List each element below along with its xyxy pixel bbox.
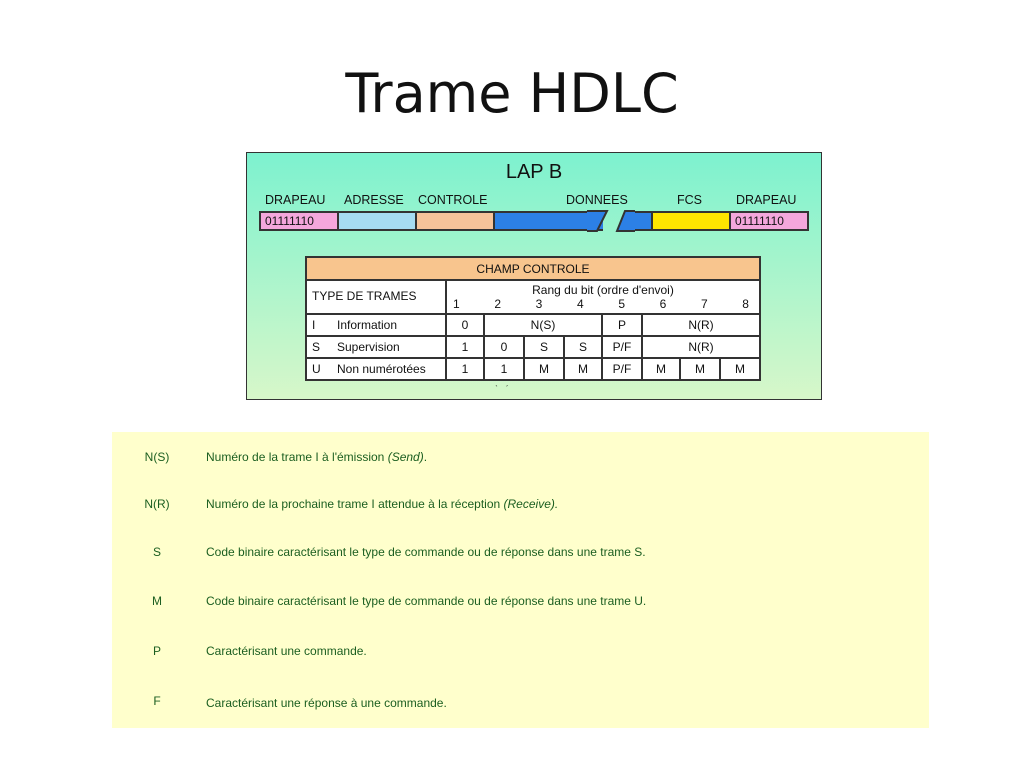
flag-end-box: 01111110 [729,211,809,231]
bit-number: 2 [494,297,502,311]
bit-cell: 0 [446,314,484,336]
bit-number: 5 [618,297,625,311]
type-trames-label: TYPE DE TRAMES [306,280,446,314]
legend-description: Code binaire caractérisant le type de commande ou de réponse dans une trame S. [206,545,646,559]
bit-cell: S [564,336,602,358]
fcs-box [651,211,731,231]
row-information [306,314,760,336]
control-box [415,211,495,231]
bit-cell: 1 [446,336,484,358]
diagram-title: LAP B [505,161,563,183]
bit-cell: 0 [484,336,524,358]
address-box [337,211,417,231]
type-name: Non numérotées [332,358,446,380]
flag-start-box: 01111110 [259,211,339,231]
legend-symbol: N(R) [144,497,170,511]
legend-symbol: N(S) [144,450,170,464]
bit-rank-label: Rang du bit (ordre d'envoi) [532,283,674,297]
legend-description: Code binaire caractérisant le type de commande ou de réponse dans une trame U. [206,594,647,608]
type-code: U [306,358,332,380]
data-break-icon [587,208,635,234]
type-code: S [306,336,332,358]
field-label-adresse: ADRESSE [344,193,404,207]
bit-rank-cell [446,280,760,314]
bit-number: 4 [576,297,584,311]
legend-symbol: F [153,694,161,708]
legend-description: Caractérisant une commande. [206,644,367,658]
legend-symbol: P [152,644,161,658]
legend-symbol: S [152,545,161,559]
legend-description: Numéro de la prochaine trame I attendue à la réception (Receive). [206,497,559,511]
field-label-drapeau-start: DRAPEAU [265,193,326,207]
bit-cell: N(R) [642,314,760,336]
bit-number: 1 [453,297,460,311]
bit-cell: P [602,314,642,336]
legend-table [112,432,929,728]
type-name: Supervision [332,336,446,358]
slide-title: Trame HDLC [345,62,679,125]
legend-symbol: M [152,594,162,608]
bit-cell: 1 [446,358,484,380]
field-label-controle: CONTROLE [418,193,488,207]
bit-cell: P/F [602,336,642,358]
legend-description: Caractérisant une réponse à une commande. [206,696,447,710]
bit-number: 6 [659,297,667,311]
bit-cell: N(S) [484,314,602,336]
row-supervision [306,336,760,358]
bit-cell: N(R) [642,336,760,358]
lapb-diagram [246,152,822,400]
bit-numbers [447,297,759,311]
field-label-fcs: FCS [677,193,702,207]
bit-cell: M [642,358,680,380]
bit-cell: M [720,358,760,380]
type-code: I [306,314,332,336]
row-non-numerotees [306,358,760,380]
bit-cell: P/F [602,358,642,380]
bit-cell: M [564,358,602,380]
bit-cell: S [524,336,564,358]
bit-cell: 1 [484,358,524,380]
control-table-header: CHAMP CONTROLE [306,257,760,280]
legend-description: Numéro de la trame I à l'émission (Send). [206,450,428,464]
type-name: Information [332,314,446,336]
bit-number: 7 [700,297,708,311]
field-label-drapeau-end: DRAPEAU [736,193,797,207]
decorative-mark: ˋ ˊ [495,384,509,394]
control-field-table [305,256,761,381]
bit-number: 3 [535,297,543,311]
bit-cell: M [680,358,720,380]
field-label-donnees: DONNEES [566,193,628,207]
bit-cell: M [524,358,564,380]
bit-number: 8 [742,297,749,311]
